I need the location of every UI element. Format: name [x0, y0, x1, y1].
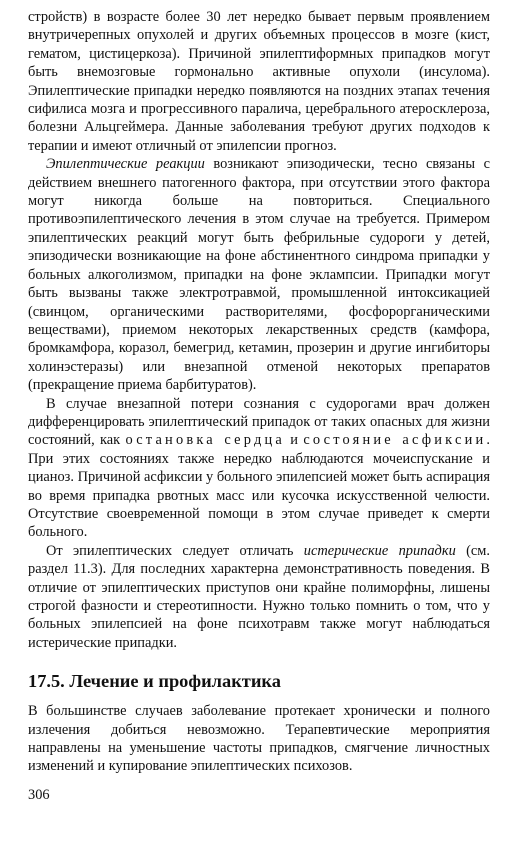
term-cardiac-arrest: остановка сердца	[125, 432, 285, 449]
term-hysterical-seizures: истерические припадки	[303, 542, 456, 559]
page-number: 306	[28, 786, 50, 803]
paragraph-3-text-c: . При этих состояниях также нередко наблюдаются мочеиспускание и цианоз. Причиной асфиксии у больного эпилепсией может быть аспирация во время припадка рвотных масс или кусочка искусственной челюсти. Отсутствие своевременной помощи в этом случае приведет к смерти больного.	[28, 432, 490, 541]
paragraph-2	[28, 155, 490, 394]
paragraph-4-text-b: (см. раздел 11.3). Для последних характерна демонстративность поведения. В отличие от эпилептических приступов они крайне полиморфны, лишены строгой фазности и стереотипности. Нужно только помнить о том, что у больных эпилепсией на фоне психотравм также могут наблюдаться истерические припадки.	[28, 542, 490, 651]
document-page	[28, 8, 490, 804]
section-heading: 17.5. Лечение и профилактика	[28, 671, 281, 692]
paragraph-5: В большинстве случаев заболевание протекает хронически и полного излечения добиться невозможно. Терапевтические мероприятия направлены на уменьшение частоты припадков, смягчение личностных изменений и купирование эпилептических психозов.	[28, 703, 490, 775]
term-epileptic-reactions: Эпилептические реакции	[46, 156, 205, 173]
paragraph-3-text-a: В случае внезапной потери сознания с судорогами врач должен дифференцировать эпилептический припадок от таких опасных для жизни состояний, как	[28, 395, 490, 449]
paragraph-1: стройств) в возрасте более 30 лет нередко бывает первым проявлением внутричерепных опухолей и других объемных процессов в мозге (кист, гематом, цистицеркоза). Причиной эпилептиформных припадков могут быть внемозговые гормонально активные опухоли (инсулома). Эпилептические припадки нередко появляются на поздних этапах течения сифилиса мозга и прогрессивного паралича, церебрального атеросклероза, болезни Альцгеймера. Данные заболевания требуют других подходов к терапии и имеют отличный от эпилепсии прогноз.	[28, 9, 490, 154]
paragraph-2-text: возникают эпизодически, тесно связаны с действием внешнего патогенного фактора, при отсутствии этого фактора могут никогда больше на повториться. Специального противоэпилептического лечения в этом случае на требуется. Примером эпилептических реакций могут быть фебрильные судороги у детей, эпизодически возникающие на фоне абстинентного синдрома припадки у больных алкоголизмом, припадки на фоне эклампсии. Припадки могут быть вызваны также электротравмой, промышленной интоксикацией (свинцом, органическими растворителями, фосфорорганическими веществами), приемом некоторых лекарственных средств (камфора, бромкамфора, коразол, бемегрид, кетамин, прозерин и другие ингибиторы холинэстеразы) или внезапной отменой некоторых препаратов (прекращение приема барбитуратов).	[28, 156, 490, 394]
paragraph-4	[28, 542, 490, 652]
paragraph-3-text-b: и	[284, 432, 304, 449]
paragraph-3	[28, 395, 490, 542]
paragraph-4-text-a: От эпилептических следует отличать	[46, 542, 304, 559]
term-asphyxia: состояние асфиксии	[303, 432, 487, 449]
